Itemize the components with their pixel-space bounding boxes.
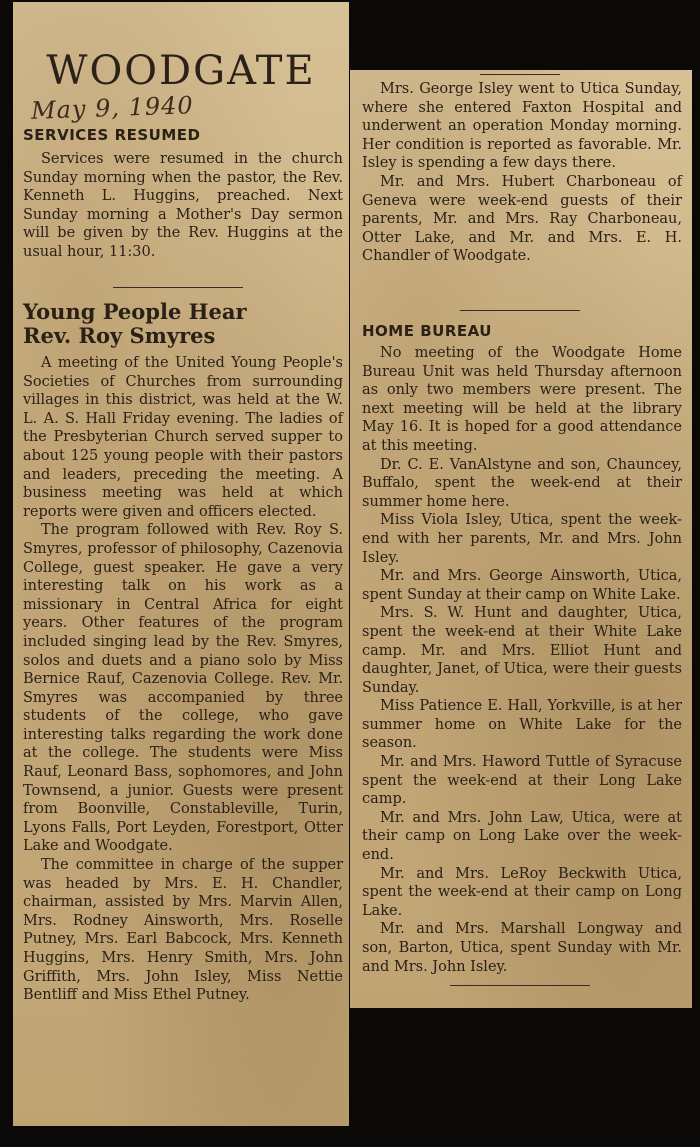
services-paragraph: Services were resumed in the church Sunday morning when the pastor, the Rev. Kenneth L. Huggins, preached. Next Sunday morning a Mother's Day sermon will be given by the Rev. Huggins at the usual hour, 11:30. — [23, 151, 343, 260]
divider-rule — [460, 310, 580, 311]
news-paragraph: Mr. and Mrs. Marshall Longway and son, Barton, Utica, spent Sunday with Mr. and Mrs. John Isley. — [362, 921, 682, 975]
news-paragraph: No meeting of the Woodgate Home Bureau Unit was held Thursday afternoon as only two members were present. The next meeting will be held at the library May 16. It is hoped for a good attendance at this meeting. — [362, 345, 682, 454]
news-paragraph: Mr. and Mrs. Hubert Charboneau of Geneva were week-end guests of their parents, Mr. and Mrs. Ray Charboneau, Otter Lake, and Mr. and Mrs. E. H. Chandler of Woodgate. — [362, 173, 682, 265]
news-paragraph: Miss Patience E. Hall, Yorkville, is at her summer home on White Lake for the season. — [362, 698, 682, 752]
news-paragraph: Mr. and Mrs. LeRoy Beckwith Utica, spent the week-end at their camp on Long Lake. — [362, 865, 682, 919]
news-paragraph: Mr. and Mrs. Haword Tuttle of Syracuse spent the week-end at their Long Lake camp. — [362, 754, 682, 808]
news-paragraph: Mr. and Mrs. John Law, Utica, were at their camp on Long Lake over the week-end. — [362, 809, 682, 864]
article-paragraph: The program followed with Rev. Roy S. Smyres, professor of philosophy, Cazenovia College, guest speaker. He gave a very interesting talk on his work as a missionary in Central Africa for eight years. Other features of the program included singing lead by the Rev. Smyres, solos and duets and a piano solo by Miss Bernice Rauf, Cazenovia College. Rev. Mr. Smyres was accompanied by three students of the college, who gave interesting talks regarding the work done at the college. The students were Miss Rauf, Leonard Bass, sophomores, and John Townsend, a junior. Guests were present from Boonville, Constableville, Turin, Lyons Falls, Port Leyden, Forestport, Otter Lake and Woodgate. — [23, 522, 343, 855]
news-paragraph: Mrs. S. W. Hunt and daughter, Utica, spent the week-end at their White Lake camp. Mr. and Mrs. Elliot Hunt and daughter, Janet, of Utica, were their guests Sunday. — [362, 605, 682, 696]
services-article — [23, 126, 343, 262]
services-heading: SERVICES RESUMED — [23, 126, 201, 144]
young-people-headline-1: Young People Hear — [23, 299, 247, 324]
handwritten-date: May 9, 1940 — [30, 91, 195, 125]
masthead: WOODGATE — [46, 48, 316, 94]
news-paragraph: Mr. and Mrs. George Ainsworth, Utica, spent Sunday at their camp on White Lake. — [362, 568, 682, 603]
divider-rule — [113, 287, 243, 288]
news-paragraph: Dr. C. E. VanAlstyne and son, Chauncey, Buffalo, spent the week-end at their summer home here. — [362, 456, 682, 510]
news-paragraph: Mrs. George Isley went to Utica Sunday, where she entered Faxton Hospital and underwent an operation Monday morning. Her condition is reported as favorable. Mr. Isley is spending a few days there. — [362, 81, 682, 172]
young-people-headline-2: Rev. Roy Smyres — [23, 323, 216, 348]
home-bureau-article — [362, 322, 682, 976]
article-paragraph: A meeting of the United Young People's Societies of Churches from surrounding villages in this district, was held at the W. L. A. S. Hall Friday evening. The ladies of the Presbyterian Church served supper to about 125 young people with their pastors and leaders, preceding the meeting. A business meeting was held at which reports were given and officers elected. — [23, 355, 343, 520]
divider-rule — [480, 74, 560, 75]
home-bureau-heading: HOME BUREAU — [362, 322, 492, 340]
young-people-article — [23, 300, 343, 1005]
news-paragraph: Miss Viola Isley, Utica, spent the week-end with her parents, Mr. and Mrs. John Isley. — [362, 512, 682, 566]
right-clipping — [350, 70, 692, 1008]
article-paragraph: The committee in charge of the supper was headed by Mrs. E. H. Chandler, chairman, assisted by Mrs. Marvin Allen, Mrs. Rodney Ainsworth, Mrs. Roselle Putney, Mrs. Earl Babcock, Mrs. Kenneth Huggins, Mrs. Henry Smith, Mrs. John Griffith, Mrs. John Isley, Miss Nettie Bentliff and Miss Ethel Putney. — [23, 857, 343, 1004]
divider-rule — [450, 985, 590, 986]
left-clipping — [13, 2, 349, 1126]
isley-article — [362, 80, 682, 266]
